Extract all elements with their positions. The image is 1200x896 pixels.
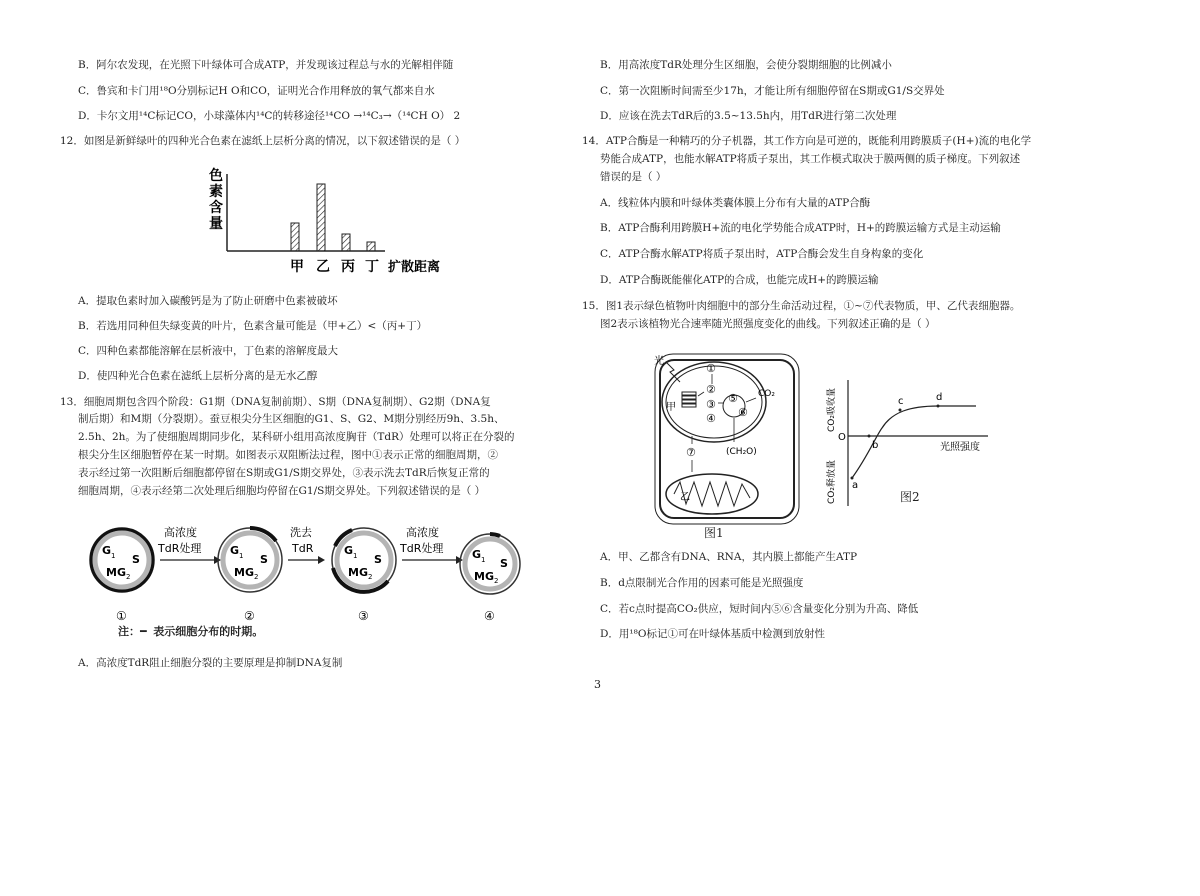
- fig2-origin: O: [838, 432, 846, 443]
- svg-text:S: S: [374, 553, 382, 566]
- arrow-3-label-b: TdR处理: [400, 542, 444, 555]
- bar-bing: [342, 234, 350, 251]
- q15-line-1: 15．图1表示绿色植物叶肉细胞中的部分生命活动过程，①~⑦代表物质，甲、乙代表细胞器。: [582, 300, 1021, 312]
- num-7: ⑦: [686, 446, 696, 459]
- chart-ylabel-2: 素: [209, 184, 223, 200]
- q13-line-4: 根尖分生区细胞暂停在某一时期。如图表示双阻断法过程，图中①表示正常的细胞周期，②: [78, 449, 498, 461]
- arrow-2-label-b: TdR: [292, 542, 314, 555]
- svg-text:2: 2: [494, 577, 499, 585]
- svg-text:M: M: [348, 566, 359, 579]
- q14-line-2: 势能合成ATP，也能水解ATP将质子泵出，其工作模式取决于膜两侧的质子梯度。下列叙述: [600, 153, 1021, 165]
- q13-line-5: 表示经过第一次阻断后细胞都停留在S期或G1/S期交界处，③表示洗去TdR后恢复正常的: [78, 467, 490, 479]
- num-3: ③: [706, 398, 716, 411]
- label-c: c: [898, 396, 904, 407]
- q14-option-b: B．ATP合酶利用跨膜H+流的电化学势能合成ATP时，H+的跨膜运输方式是主动运输: [600, 222, 1001, 234]
- svg-text:M: M: [106, 566, 117, 579]
- bar-yi: [317, 184, 325, 251]
- q12-option-b: B．若选用同种但失绿变黄的叶片，色素含量可能是（甲+乙）<（丙+丁）: [78, 320, 428, 332]
- q14-option-d: D．ATP合酶既能催化ATP的合成，也能完成H+的跨膜运输: [600, 274, 879, 286]
- svg-text:G: G: [102, 544, 112, 557]
- point-c: [899, 409, 902, 412]
- num-4: ④: [706, 412, 716, 425]
- svg-text:1: 1: [353, 552, 358, 560]
- q12-stem: 12．如图是新鲜绿叶的四种光合色素在滤纸上层析分离的情况，以下叙述错误的是（ ）: [60, 135, 466, 147]
- chart-ylabel-1: 色: [209, 168, 223, 184]
- fig2-ylabel-top: CO₂吸收量: [827, 388, 837, 432]
- fig1-co2: CO₂: [758, 389, 775, 399]
- q15-option-c: C．若c点时提高CO₂供应，短时间内⑤⑥含量变化分别为升高、降低: [600, 603, 919, 615]
- arrow-3-label-a: 高浓度: [406, 526, 439, 539]
- q15-line-2: 图2表示该植物光合速率随光照强度变化的曲线。下列叙述正确的是（ ）: [600, 318, 936, 330]
- q14-option-c: C．ATP合酶水解ATP将质子泵出时，ATP合酶会发生自身构象的变化: [600, 248, 924, 260]
- fig1-ch2o: (CH₂O): [726, 447, 757, 457]
- chart-ylabel-3: 含: [209, 200, 223, 216]
- q12-pigment-chart: [195, 168, 441, 282]
- arrow-1-label-b: TdR处理: [158, 542, 202, 555]
- q11-option-b: B．阿尔农发现，在光照下叶绿体可合成ATP，并发现该过程总与水的光解相伴随: [78, 59, 454, 71]
- bar-jia: [291, 223, 299, 251]
- fig-num-3: ③: [358, 609, 369, 623]
- q13-option-a: A．高浓度TdR阻止细胞分裂的主要原理是抑制DNA复制: [78, 657, 343, 669]
- q15-option-b: B．d点限制光合作用的因素可能是光照强度: [600, 577, 804, 589]
- num-1: ①: [706, 362, 716, 375]
- q11-option-d: D．卡尔文用¹⁴C标记CO，小球藻体内¹⁴C的转移途径¹⁴CO →¹⁴C₃→（¹⁴CH O） 2: [78, 110, 461, 122]
- svg-text:2: 2: [126, 573, 131, 581]
- svg-text:G: G: [344, 544, 354, 557]
- num-2: ②: [706, 383, 716, 396]
- cat-jia: 甲: [290, 259, 304, 275]
- q14-line-3: 错误的是（ ）: [600, 171, 667, 183]
- svg-text:G: G: [117, 566, 127, 579]
- q14-line-1: 14．ATP合酶是一种精巧的分子机器，其工作方向是可逆的，既能利用跨膜质子(H+)流的电化学: [582, 135, 1032, 147]
- q13-line-3: 2.5h、2h。为了使细胞周期同步化，某科研小组用高浓度胸苷（TdR）处理可以将正在分裂的: [78, 431, 515, 443]
- cycle-3: [332, 528, 396, 592]
- fig2-xlabel: 光照强度: [940, 442, 980, 453]
- q12-option-d: D．使四种光合色素在滤纸上层析分离的是无水乙醇: [78, 370, 318, 382]
- fig1-yi: 乙: [680, 492, 690, 503]
- point-d: [937, 405, 940, 408]
- q15-option-d: D．用¹⁸O标记①可在叶绿体基质中检测到放射性: [600, 628, 825, 640]
- chart-xlabel: 扩散距离: [388, 260, 441, 275]
- q15-option-a: A．甲、乙都含有DNA、RNA，其内膜上都能产生ATP: [600, 551, 858, 563]
- svg-text:G: G: [485, 570, 495, 583]
- label-d: d: [936, 392, 943, 403]
- svg-text:2: 2: [254, 573, 259, 581]
- svg-text:S: S: [132, 553, 140, 566]
- q11-option-c: C．鲁宾和卡门用¹⁸O分别标记H O和CO，证明光合作用释放的氧气都来自水: [78, 85, 435, 97]
- fig2-ylabel-bottom: CO₂释放量: [827, 460, 837, 504]
- num-5: ⑤: [728, 392, 738, 405]
- svg-text:2: 2: [368, 573, 373, 581]
- svg-text:M: M: [474, 570, 485, 583]
- q13-option-d: D．应该在洗去TdR后的3.5~13.5h内，用TdR进行第二次处理: [600, 110, 897, 122]
- chart-ylabel-4: 量: [209, 216, 223, 232]
- bar-ding: [367, 242, 375, 251]
- q14-option-a: A．线粒体内膜和叶绿体类囊体膜上分布有大量的ATP合酶: [600, 197, 871, 209]
- svg-text:G: G: [230, 544, 240, 557]
- label-b: b: [872, 440, 879, 451]
- svg-text:1: 1: [239, 552, 244, 560]
- fig1-jia: 甲: [666, 402, 676, 413]
- svg-text:G: G: [472, 548, 482, 561]
- fig1-cell-diagram: [652, 348, 802, 538]
- q12-option-a: A．提取色素时加入碳酸钙是为了防止研磨中色素被破坏: [78, 295, 338, 307]
- fig1-caption: 图1: [704, 526, 724, 540]
- q13-fig-note: 注：━ 表示细胞分布的时期。: [118, 625, 264, 638]
- arrow-2-label-a: 洗去: [290, 526, 312, 539]
- fig-num-1: ①: [116, 609, 127, 623]
- svg-text:M: M: [234, 566, 245, 579]
- fig2-caption: 图2: [900, 490, 920, 504]
- fig1-light: 光: [654, 356, 664, 367]
- svg-text:G: G: [359, 566, 369, 579]
- cycle-4: [460, 534, 520, 594]
- svg-text:S: S: [260, 553, 268, 566]
- svg-text:S: S: [500, 557, 508, 570]
- cycle-1: [90, 528, 154, 592]
- cat-ding: 丁: [365, 259, 379, 275]
- q12-option-c: C．四种色素都能溶解在层析液中，丁色素的溶解度最大: [78, 345, 339, 357]
- fig-num-4: ④: [484, 609, 495, 623]
- q13-line-2: 制后期）和M期（分裂期）。蚕豆根尖分生区细胞的G1、S、G2、M期分别经历9h、3.5h、: [78, 413, 505, 425]
- grana-stack: [682, 392, 696, 407]
- cycle-2: [218, 528, 282, 592]
- light-ray: [666, 362, 680, 382]
- num-6: ⑥: [738, 406, 748, 419]
- svg-text:1: 1: [111, 552, 116, 560]
- q13-option-c: C．第一次阻断时间需至少17h，才能让所有细胞停留在S期或G1/S交界处: [600, 85, 945, 97]
- q13-line-6: 细胞周期，④表示经第二次处理后细胞均停留在G1/S期交界处。下列叙述错误的是（ ）: [78, 485, 486, 497]
- q13-line-1: 13．细胞周期包含四个阶段：G1期（DNA复制前期）、S期（DNA复制期）、G2期（DNA复: [60, 396, 491, 408]
- svg-text:1: 1: [481, 556, 486, 564]
- q13-option-b: B．用高浓度TdR处理分生区细胞，会使分裂期细胞的比例减小: [600, 59, 892, 71]
- fig-num-2: ②: [244, 609, 255, 623]
- svg-text:G: G: [245, 566, 255, 579]
- arrow-1-label-a: 高浓度: [164, 526, 197, 539]
- cat-bing: 丙: [341, 259, 355, 275]
- point-b: [868, 435, 871, 438]
- cat-yi: 乙: [316, 259, 330, 275]
- page-number: 3: [594, 678, 601, 691]
- label-a: a: [852, 480, 859, 491]
